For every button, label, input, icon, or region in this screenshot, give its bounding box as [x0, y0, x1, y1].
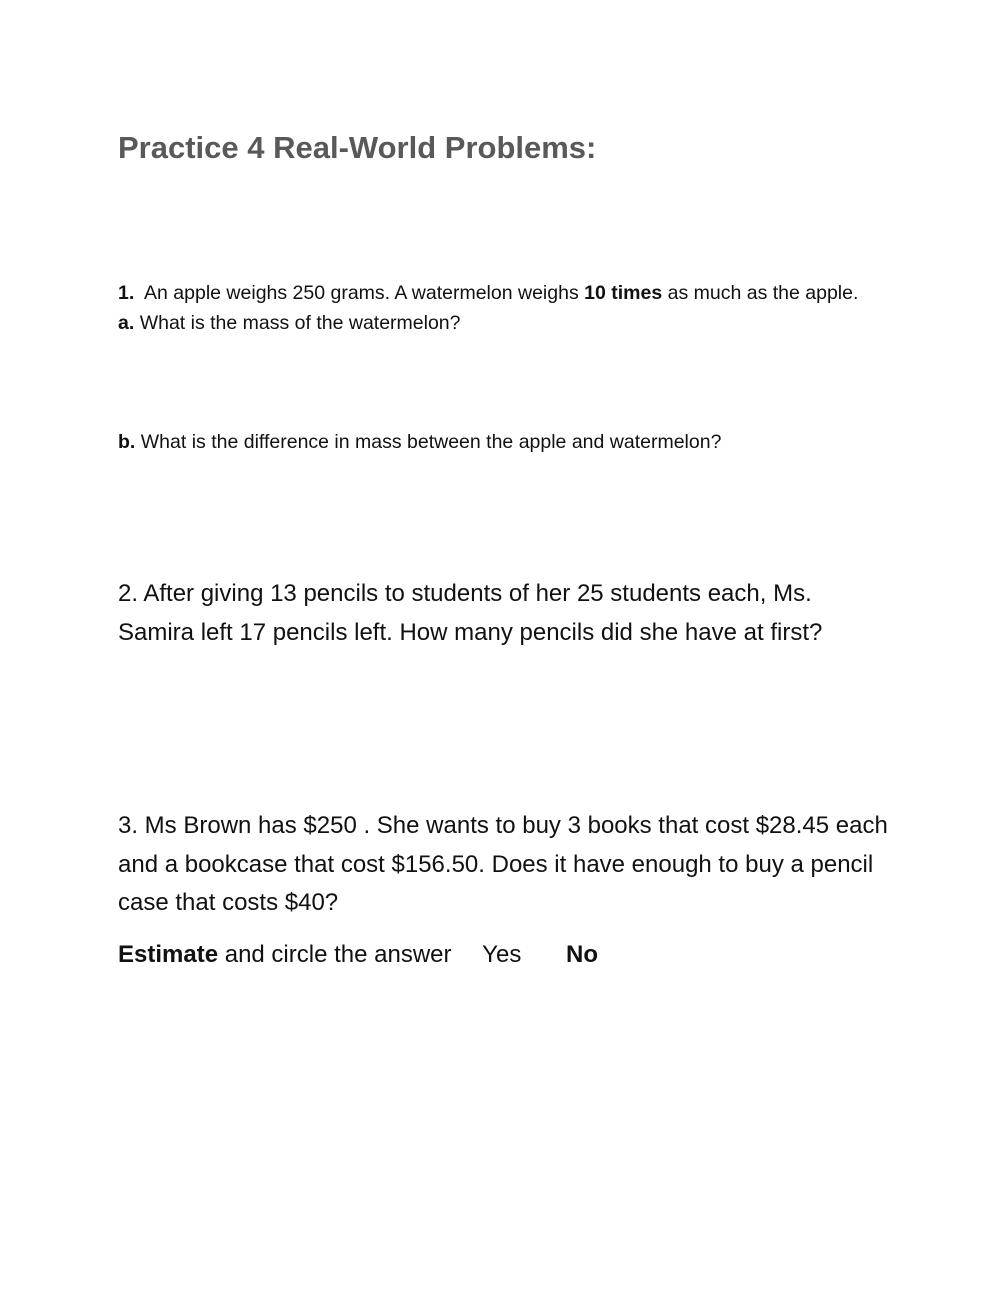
- estimate-answer-line: [118, 936, 598, 974]
- answer-no[interactable]: No: [566, 941, 598, 968]
- question-1a-text: What is the mass of the watermelon?: [139, 312, 461, 334]
- question-1a-label: a.: [118, 312, 135, 334]
- answer-yes[interactable]: Yes: [482, 941, 522, 968]
- estimate-label: Estimate: [118, 941, 219, 968]
- question-1-stem: [118, 278, 878, 308]
- question-1b: [118, 427, 878, 457]
- question-1-number: 1.: [118, 282, 135, 304]
- question-2-text: 2. After giving 13 pencils to students of her 25 students each, Ms. Samira left 17 pencils left. How many pencils did she have at first?: [118, 580, 823, 646]
- question-1: [118, 278, 878, 338]
- worksheet-title: Practice 4 Real-World Problems:: [118, 130, 597, 165]
- question-1a: [118, 308, 878, 338]
- question-2: [118, 575, 888, 652]
- question-3-text: 3. Ms Brown has $250 . She wants to buy 3 books that cost $28.45 each and a bookcase that cost $156.50. Does it have enough to buy a pencil case that costs $40?: [118, 812, 888, 916]
- question-1-text-before: An apple weighs 250 grams. A watermelon weighs: [144, 282, 579, 304]
- estimate-instruction: and circle the answer: [224, 941, 452, 968]
- question-1-emphasis: 10 times: [584, 282, 663, 304]
- question-1b-text: What is the difference in mass between the apple and watermelon?: [140, 431, 722, 453]
- question-1b-label: b.: [118, 431, 136, 453]
- question-3: [118, 807, 888, 923]
- question-1-text-after: as much as the apple.: [667, 282, 859, 304]
